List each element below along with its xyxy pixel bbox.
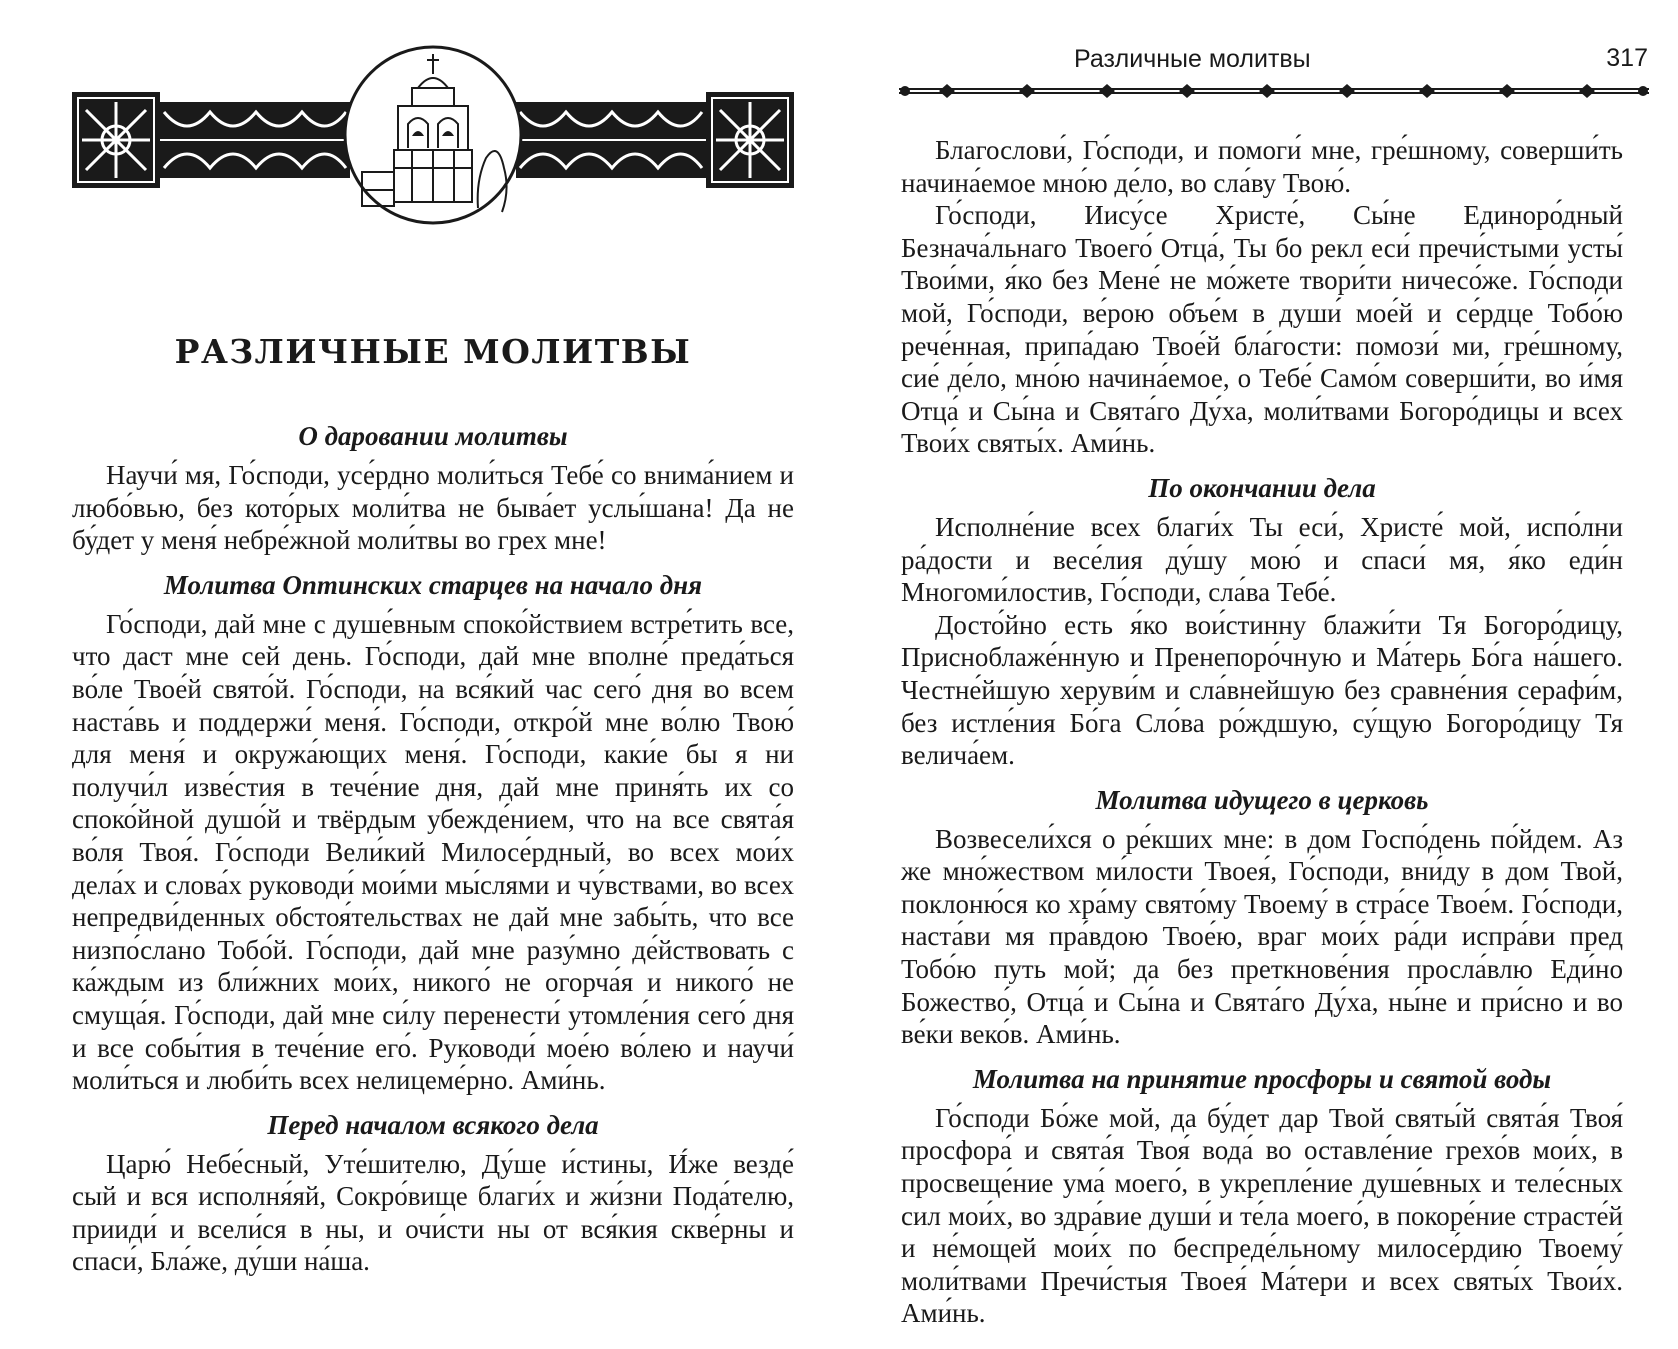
section-heading: Молитва на принятие просфоры и святой воды <box>972 1063 1552 1094</box>
prayer-text: Го́споди, Иису́се Христе́, Сы́не Единоро́дный Безнача́льнаго Твоего́ Отца́, Ты бо рекл еси́ пречи́стыми усты́ Твои́ми, я́ко без Мене́ не мо́жете твори́ти ничесо́же. Го́споди мой, Го́споди, ве́рою объе́м в души́ мое́й и се́рдце Тобо́ю рече́нная, припа́даю Твое́й бла́гости: помози́ ми, гре́шному, сие́ де́ло, мно́ю начина́емое, о Тебе́ Само́м соверши́ти, во и́мя Отца́ и Сы́на и Свята́го Ду́ха, моли́твами Богоро́дицы и всех Твои́х святы́х. Ами́нь. <box>901 200 1623 459</box>
prayer-text: Возвесели́хся о ре́кших мне: в дом Госпо́день по́йдем. Аз же мно́жеством ми́лости Твоея́, Го́споди, вни́ду в дом Твой, поклоню́ся ко хра́му свято́му Твоему́ в стра́се Твое́м. Го́споди, наста́ви мя пра́вдою Твое́ю, враг мои́х ра́ди испра́ви пред Тобо́ю путь мой; да без преткнове́ния просла́влю Еди́но Божество́, Отца́ и Сы́на и Свята́го Ду́ха, ны́не и при́сно и во ве́ки веко́в. Ами́нь. <box>901 823 1623 1050</box>
page-title: РАЗЛИЧНЫЕ МОЛИТВЫ <box>174 332 692 371</box>
ornamental-rule <box>899 82 1649 100</box>
ornamental-headpiece <box>72 40 794 230</box>
prayer-text: Го́споди, дай мне с душе́вным споко́йствием встре́тить все, что даст мне сей день. Го́споди, дай мне вполне́ преда́ться во́ле Твое́й свято́й. Го́споди, на вся́кий час сего́ дня во всем наста́вь и поддержи́ меня́. Го́споди, откро́й мне во́лю Твою́ для меня́ и окружа́ющих меня́. Го́споди, каки́е бы я ни получи́л изве́стия в тече́ние дня, дай мне приня́ть их со споко́йной душо́й и твёрдым убежде́нием, что на все свята́я во́ля Твоя́. Го́споди Вели́кий Милосе́рдный, во всех мои́х дела́х и слова́х руководи́ мои́ми мы́слями и чу́вствами, во всех непредви́денных обстоя́тельствах не дай мне забы́ть, что все низпо́слано Тобо́й. Го́споди, дай мне разу́мно де́йствовать с ка́ждым из бли́жних мои́х, никого́ не огорча́я и никого́ не смуща́я. Го́споди, дай мне си́лу перенести́ утомле́ния сего́ дня и все собы́тия в тече́ние его́. Руководи́ мое́ю во́лею и научи́ моли́ться и люби́ть всех нелицеме́рно. Ами́нь. <box>72 608 794 1096</box>
right-page <box>839 0 1678 1349</box>
prayer-text: Научи́ мя, Го́споди, усе́рдно моли́ться Тебе́ со внима́нием и любо́вью, без кото́рых моли́тва не быва́ет услы́шана! Да не бу́дет у меня́ небре́жной моли́твы во грех мне! <box>72 460 794 556</box>
section-heading: О даровании молитвы <box>298 421 568 451</box>
running-head: Различные молитвы <box>1074 45 1311 73</box>
prayer-text: Благослови́, Го́споди, и помоги́ мне, гре́шному, соверши́ть начина́емое мно́ю де́ло, во сла́ву Твою́. <box>901 135 1623 198</box>
right-column <box>901 134 1623 1330</box>
page-number: 317 <box>1606 44 1648 72</box>
section-heading: Молитва Оптинских старцев на начало дня <box>163 569 703 600</box>
section-heading: Перед началом всякого дела <box>267 1109 599 1140</box>
section-heading: По окончании дела <box>1148 472 1376 503</box>
prayer-text: Царю́ Небе́сный, Уте́шителю, Ду́ше и́стины, И́же везде́ сый и вся исполня́яй, Сокро́вище благи́х и жи́зни Пода́телю, прииди́ и всели́ся в ны, и очи́сти ны от вся́кия скве́рны и спаси́, Бла́же, ду́ши на́ша. <box>72 1148 794 1277</box>
section-heading: Молитва идущего в церковь <box>1095 784 1429 815</box>
left-column <box>72 420 794 1278</box>
prayer-text: Го́споди Бо́же мой, да бу́дет дар Твой святы́й свята́я Твоя́ просфора́ и свята́я Твоя́ вода́ во оставле́ние грехо́в мои́х, в просвеще́ние ума́ моего́, в укрепле́ние душе́вных и теле́сных сил мои́х, во здра́вие души́ и те́ла моего́, в покоре́ние страсте́й и не́мощей мои́х по беспреде́льному милосе́рдию Твоему́ моли́твами Пречи́стыя Твоея́ Ма́тери и всех святы́х Твои́х. Ами́нь. <box>901 1102 1623 1329</box>
prayer-text: Досто́йно есть я́ко вои́стинну блажи́ти Тя Богоро́дицу, Присноблаже́нную и Пренепоро́чную и Ма́терь Бо́га на́шего. Честне́йшую херуви́м и сла́внейшую без сравне́ния серафи́м, без истле́ния Бо́га Сло́ва ро́ждшую, су́щую Богоро́дицу Тя велича́ем. <box>901 609 1623 771</box>
prayer-text: Исполне́ние всех благи́х Ты еси́, Христе́ мой, испо́лни ра́дости и весе́лия ду́шу мою́ и спаси́ мя, я́ко еди́н Многоми́лостив, Го́споди, сла́ва Тебе́. <box>901 511 1623 608</box>
